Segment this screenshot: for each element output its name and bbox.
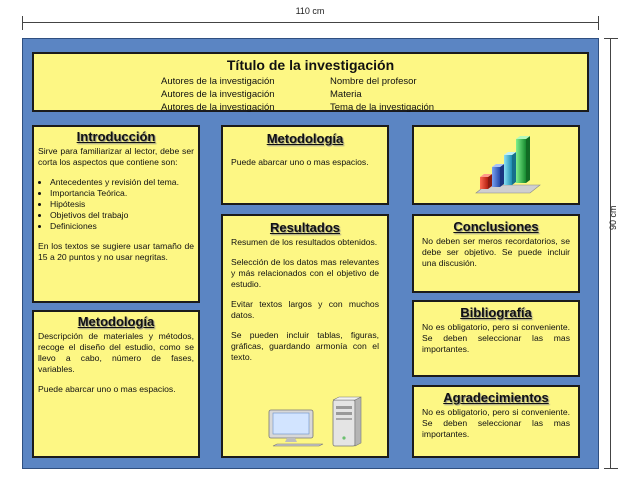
bullet-item: • Definiciones bbox=[50, 221, 194, 232]
metodologia-left-text: Descripción de materiales y métodos, recoge el diseño del estudio, como se llevo a cabo, número de fases, variables. bbox=[38, 330, 194, 374]
tower-icon bbox=[333, 397, 361, 446]
introduccion-heading: Introducción bbox=[76, 129, 156, 144]
chart-image-panel bbox=[412, 125, 580, 205]
resultados-text: Evitar textos largos y con muchos datos. bbox=[231, 298, 379, 320]
chart-bar-red bbox=[480, 174, 492, 189]
metodologia-left-panel bbox=[32, 310, 200, 458]
bullet-item: • Hipótesis bbox=[50, 199, 194, 210]
poster-title: Título de la investigación bbox=[226, 57, 395, 73]
metodologia-left-note: Puede abarcar uno o mas espacios. bbox=[38, 383, 176, 394]
monitor-icon bbox=[269, 410, 313, 442]
agradecimientos-heading: Agradecimientos bbox=[443, 390, 549, 405]
course-info bbox=[330, 75, 434, 114]
height-dimension-label: 90 cm bbox=[608, 205, 618, 230]
chart-bar-cyan bbox=[504, 152, 516, 185]
author-line: Autores de la investigación bbox=[161, 89, 275, 101]
bibliografia-panel bbox=[412, 300, 580, 377]
conclusiones-heading: Conclusiones bbox=[453, 219, 539, 234]
resultados-text: Se pueden incluir tablas, figuras, gráficas, guardando armonía con el texto. bbox=[231, 329, 379, 362]
poster-board bbox=[22, 38, 599, 469]
introduccion-text: Sirve para familiarizar al lector, debe ser corta los aspectos que contiene son: bbox=[38, 145, 194, 167]
bar-chart-icon bbox=[414, 127, 578, 203]
conclusiones-text: No deben ser meros recordatorios, se debe ser objetivo. Se puede incluir una discusión. bbox=[422, 235, 570, 268]
resultados-text: Selección de los datos mas relevantes y más relacionados con el objetivo de estudio. bbox=[231, 256, 379, 289]
conclusiones-panel bbox=[412, 214, 580, 293]
resultados-panel bbox=[221, 214, 389, 458]
keyboard-icon bbox=[273, 444, 323, 446]
author-line: Autores de la investigación bbox=[161, 76, 275, 87]
bibliografia-heading: Bibliografía bbox=[460, 305, 532, 320]
introduccion-bullet-list bbox=[38, 177, 194, 232]
width-dimension-line bbox=[22, 18, 599, 28]
metodologia-center-panel bbox=[221, 125, 389, 205]
bullet-item: • Importancia Teórica. bbox=[50, 188, 194, 199]
metodologia-left-heading: Metodología bbox=[77, 314, 155, 329]
agradecimientos-panel bbox=[412, 385, 580, 458]
computer-icon bbox=[263, 394, 373, 450]
height-dimension-line bbox=[606, 38, 616, 469]
bullet-item: • Antecedentes y revisión del tema. bbox=[50, 177, 194, 188]
introduccion-note: En los textos se sugiere usar tamaño de 15 a 20 puntos y no usar negritas. bbox=[38, 240, 194, 262]
bullet-item: • Objetivos del trabajo bbox=[50, 210, 194, 221]
chart-bar-green bbox=[516, 136, 530, 183]
subject: Materia bbox=[330, 89, 362, 101]
authors-list bbox=[161, 75, 275, 114]
metodologia-center-text: Puede abarcar uno o mas espacios. bbox=[231, 156, 369, 167]
professor-name: Nombre del profesor bbox=[330, 76, 417, 87]
introduccion-panel bbox=[32, 125, 200, 303]
width-dimension-label: 110 cm bbox=[295, 6, 325, 16]
agradecimientos-text: No es obligatorio, pero si conveniente. Se deben seleccionar las mas importantes. bbox=[422, 406, 570, 439]
chart-bar-blue bbox=[492, 164, 504, 187]
bibliografia-text: No es obligatorio, pero si conveniente. Se deben seleccionar las mas importantes. bbox=[422, 321, 570, 354]
research-topic: Tema de la investigación bbox=[330, 102, 435, 114]
metodologia-center-heading: Metodología bbox=[266, 131, 344, 146]
title-panel bbox=[32, 52, 589, 112]
resultados-text: Resumen de los resultados obtenidos. bbox=[231, 236, 378, 247]
resultados-heading: Resultados bbox=[269, 220, 341, 235]
author-line: Autores de la investigación bbox=[161, 102, 275, 114]
